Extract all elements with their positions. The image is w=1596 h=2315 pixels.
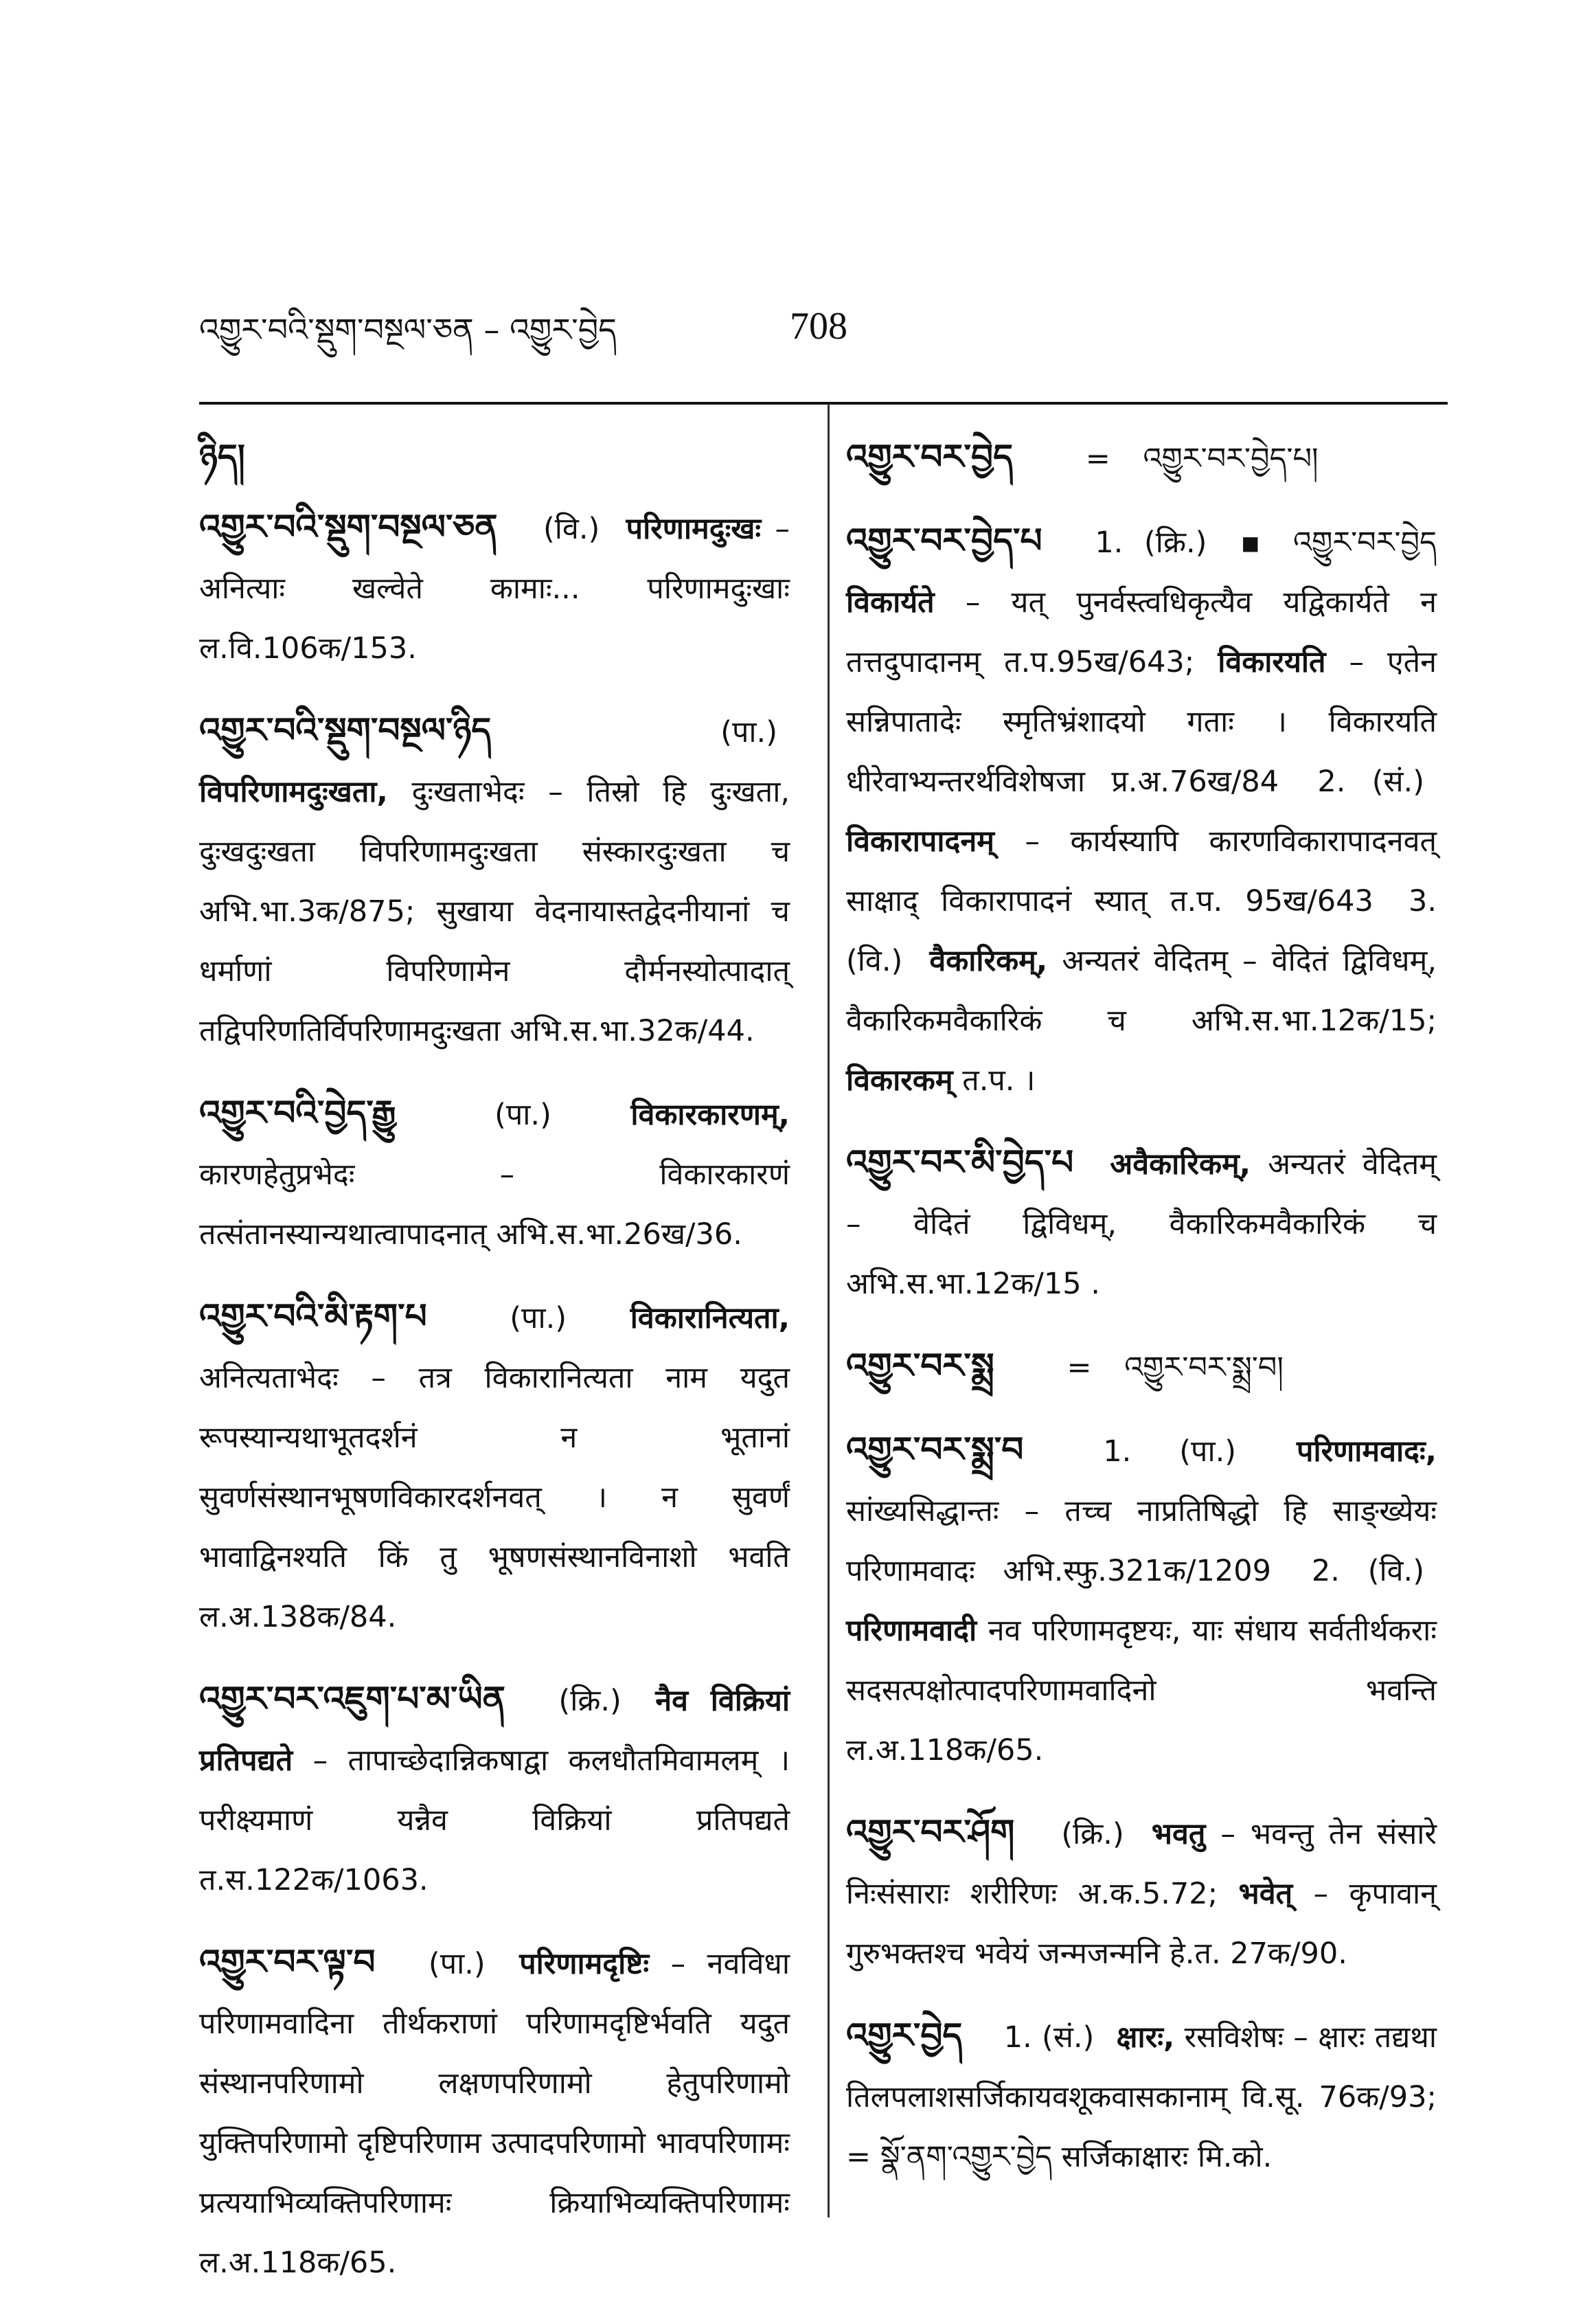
part-of-speech: (वि.) <box>543 512 600 546</box>
entry-text: दुःखताभेदः – तिस्रो हि दुःखता, दुःखदुःखता विपरिणामदुःखता संस्कारदुःखता च अभि.भा.3क/875; सुखाया वेदनायास्तद्वेदनीयानां च धर्माणां विपरिणामेन दौर्मनस्योत्पादात् तद्विपरिणतिर्विपरिणामदुःखता अभि.स.भा.32क/44. <box>199 775 790 1048</box>
headword: འགྱུར་བར་སྨྲ་བ <box>846 1430 1024 1469</box>
entry <box>199 1932 790 2293</box>
continued-fragment <box>199 427 790 489</box>
entry <box>846 511 1437 1111</box>
entry-text: कारणहेतुप्रभेदः – विकारकारणं तत्संतानस्यान्यथात्वापादनात् अभि.स.भा.26ख/36. <box>199 1158 790 1252</box>
sense-number: 3. (वि.) <box>846 884 1437 978</box>
column-divider <box>828 404 830 2217</box>
entry-text: अनित्यताभेदः – तत्र विकारानित्यता नाम यदुत रूपस्यान्यथाभूतदर्शनं न भूतानां सुवर्णसंस्थानभूषणविकारदर्शनवत् । न सुवर्णं भावाद्विनश्यति किं तु भूषणसंस्थानविनाशो भवति ल.अ.138क/84. <box>199 1361 790 1634</box>
entry-text: अन्यतरं वेदितम् – वेदितं द्विविधम्, वैकारिकमवैकारिकं च अभि.स.भा.12क/15 . <box>846 1147 1437 1301</box>
sanskrit-equivalent: भवतु <box>1151 1817 1206 1851</box>
equals-sign: = <box>1067 1351 1092 1385</box>
sanskrit-equivalent: क्षारः, <box>1116 2020 1175 2055</box>
entry-text: – भवन्तु तेन संसारे निःसंसाराः शरीरिणः अ.क.5.72; <box>846 1817 1437 1911</box>
cross-reference: འགྱུར་བར་བྱེད་པ། <box>1143 442 1319 476</box>
sanskrit-equivalent: विकारयति <box>1218 645 1326 679</box>
entry <box>846 1133 1437 1314</box>
entry-text: – कार्यस्यापि कारणविकारापादनवत् साक्षाद् विकारापादनं स्यात् त.प. 95ख/643 <box>846 824 1437 918</box>
headword: འགྱུར་བར་སྨྲ <box>846 1346 994 1386</box>
sense-number: 1. (क्रि.) <box>1095 526 1207 560</box>
equals-sign: = <box>1085 442 1110 476</box>
headword: འགྱུར་བར་བྱེད་པ <box>846 521 1042 561</box>
header-rule <box>199 402 1448 405</box>
entry-text: अन्यतरं वेदितम् – वेदितं द्विविधम्, वैकारिकमवैकारिकं च अभि.स.भा.12क/15; <box>846 944 1437 1038</box>
entry <box>846 1336 1437 1398</box>
headword: འགྱུར་བར་མི་བྱེད་པ <box>846 1142 1074 1182</box>
running-head: འགྱུར་བའི་སྡུག་བསྔལ་ཅན – འགྱུར་བྱེད <box>199 311 617 348</box>
entry-text: नव परिणामदृष्टयः, याः संधाय सर्वतीर्थकराः सदसत्पक्षोत्पादपरिणामवादिनो भवन्ति ल.अ.118क/65. <box>846 1614 1437 1768</box>
entry-text: – तापाच्छेदान्निकषाद्वा कलधौतमिवामलम् । परीक्ष्यमाणं यन्नैव विक्रियां प्रतिपद्यते त.स.122क/1063. <box>199 1743 790 1897</box>
sanskrit-equivalent: विपरिणामदुःखता, <box>199 775 388 809</box>
sanskrit-equivalent: परिणामवादी <box>846 1614 977 1648</box>
cross-reference: ▪ འགྱུར་བར་བྱེད <box>1240 526 1437 560</box>
entry-text: सांख्यसिद्धान्तः – तच्च नाप्रतिषिद्धो हि साङ्ख्येयः परिणामवादः अभि.स्फु.321क/1209 <box>846 1494 1437 1588</box>
entry-text: त.प. । <box>962 1063 1036 1098</box>
sanskrit-equivalent: परिणामदुःखः <box>626 512 762 546</box>
entry-text: – कृपावान् गुरुभक्तश्च भवेयं जन्मजन्मनि हे.त. 27क/90. <box>846 1877 1437 1971</box>
sanskrit-equivalent: विकारानित्यता, <box>630 1301 790 1335</box>
sanskrit-equivalent: विकारापादनम् <box>846 824 994 859</box>
sanskrit-equivalent: नैव विक्रियां प्रतिपद्यते <box>199 1684 790 1778</box>
headword: འགྱུར་བའི་སྡུག་བསྔལ་ཅན <box>199 507 498 547</box>
sanskrit-equivalent: विकार्यते <box>846 585 935 620</box>
entry <box>199 1669 790 1910</box>
sanskrit-equivalent: भवेत् <box>1238 1877 1293 1911</box>
entry-text: – यत् पुनर्वस्त्वधिकृत्यैव यद्विकार्यते न तत्तदुपादानम् त.प.95ख/643; <box>846 585 1437 679</box>
entry <box>199 1083 790 1265</box>
sanskrit-equivalent: परिणामदृष्टिः <box>519 1947 650 1981</box>
sanskrit-equivalent: वैकारिकम्, <box>929 944 1048 978</box>
headword: འགྱུར་བར་འཇུག་པ་མ་ཡིན <box>199 1679 505 1719</box>
sanskrit-equivalent: विकारकम् <box>846 1063 953 1098</box>
entry <box>846 1420 1437 1781</box>
sense-number: 2. (वि.) <box>1311 1554 1424 1588</box>
entry-text: सर्जिकाक्षारः मि.को. <box>1061 2140 1273 2174</box>
headword: འགྱུར་བྱེད <box>846 2015 963 2055</box>
right-column <box>846 427 1437 2209</box>
entry <box>846 1803 1437 1984</box>
part-of-speech: (पा.) <box>510 1301 567 1335</box>
cross-reference: འགྱུར་བར་སྨྲ་བ། <box>1124 1351 1284 1385</box>
entry-text: – अनित्याः खल्वेते कामाः... परिणामदुःखाः ल.वि.106क/153. <box>199 512 790 666</box>
left-column <box>199 427 790 2315</box>
sense-number: 1. (सं.) <box>1003 2020 1095 2055</box>
page-number: 708 <box>790 305 847 348</box>
sanskrit-equivalent: विकारकारणम्, <box>630 1098 790 1132</box>
headword: འགྱུར་བར་ཤོག <box>846 1812 1015 1852</box>
part-of-speech: (क्रि.) <box>558 1684 622 1718</box>
part-of-speech: (पा.) <box>720 715 777 749</box>
headword: འགྱུར་བའི་མི་རྟག་པ <box>199 1296 427 1336</box>
part-of-speech: (पा.) <box>494 1098 551 1132</box>
sense-number: 2. (सं.) <box>1317 765 1424 799</box>
part-of-speech: (पा.) <box>428 1947 486 1981</box>
page-header <box>199 302 1449 364</box>
entry <box>846 427 1437 489</box>
headword: འགྱུར་བའི་བྱེད་རྒྱུ <box>199 1093 396 1133</box>
entry <box>846 2006 1437 2187</box>
headword: འགྱུར་བར་བྱེད <box>846 437 1014 477</box>
entry-text: – नवविधा परिणामवादिना तीर्थकराणां परिणामदृष्टिर्भवति यदुत संस्थानपरिणामो लक्षणपरिणामो हेतुपरिणामो युक्तिपरिणामो दृष्टिपरिणाम उत्पादपरिणामो भावपरिणामः प्रत्ययाभिव्यक्तिपरिणामः क्रियाभिव्यक्तिपरिणामः ल.अ.118क/65. <box>199 1947 790 2280</box>
sanskrit-equivalent: अवैकारिकम्, <box>1110 1147 1251 1182</box>
part-of-speech: (क्रि.) <box>1061 1817 1124 1851</box>
entry-text: – एतेन सन्निपातादेः स्मृतिभ्रंशादयो गताः । विकारयति धीरेवाभ्यन्तरर्थविशेषजा प्र.अ.76ख/84 <box>846 645 1437 799</box>
headword: འགྱུར་བའི་སྡུག་བསྔལ་ཉིད <box>199 710 492 750</box>
headword: འགྱུར་བར་ལྟ་བ <box>199 1942 376 1982</box>
fragment-text: ཉིད། <box>199 437 245 477</box>
entry <box>199 497 790 679</box>
sanskrit-equivalent: परिणामवादः, <box>1297 1434 1437 1469</box>
entry <box>199 1287 790 1647</box>
entry <box>199 701 790 1061</box>
sense-number: 1. (पा.) <box>1103 1434 1237 1469</box>
entry-text: रसविशेषः – क्षारः तद्यथा तिलपलाशसर्जिकायवशूकवासकानाम् वि.सू. 76क/93; = སྣོ་ནག་འགྱུར་བྱེད <box>846 2020 1437 2174</box>
